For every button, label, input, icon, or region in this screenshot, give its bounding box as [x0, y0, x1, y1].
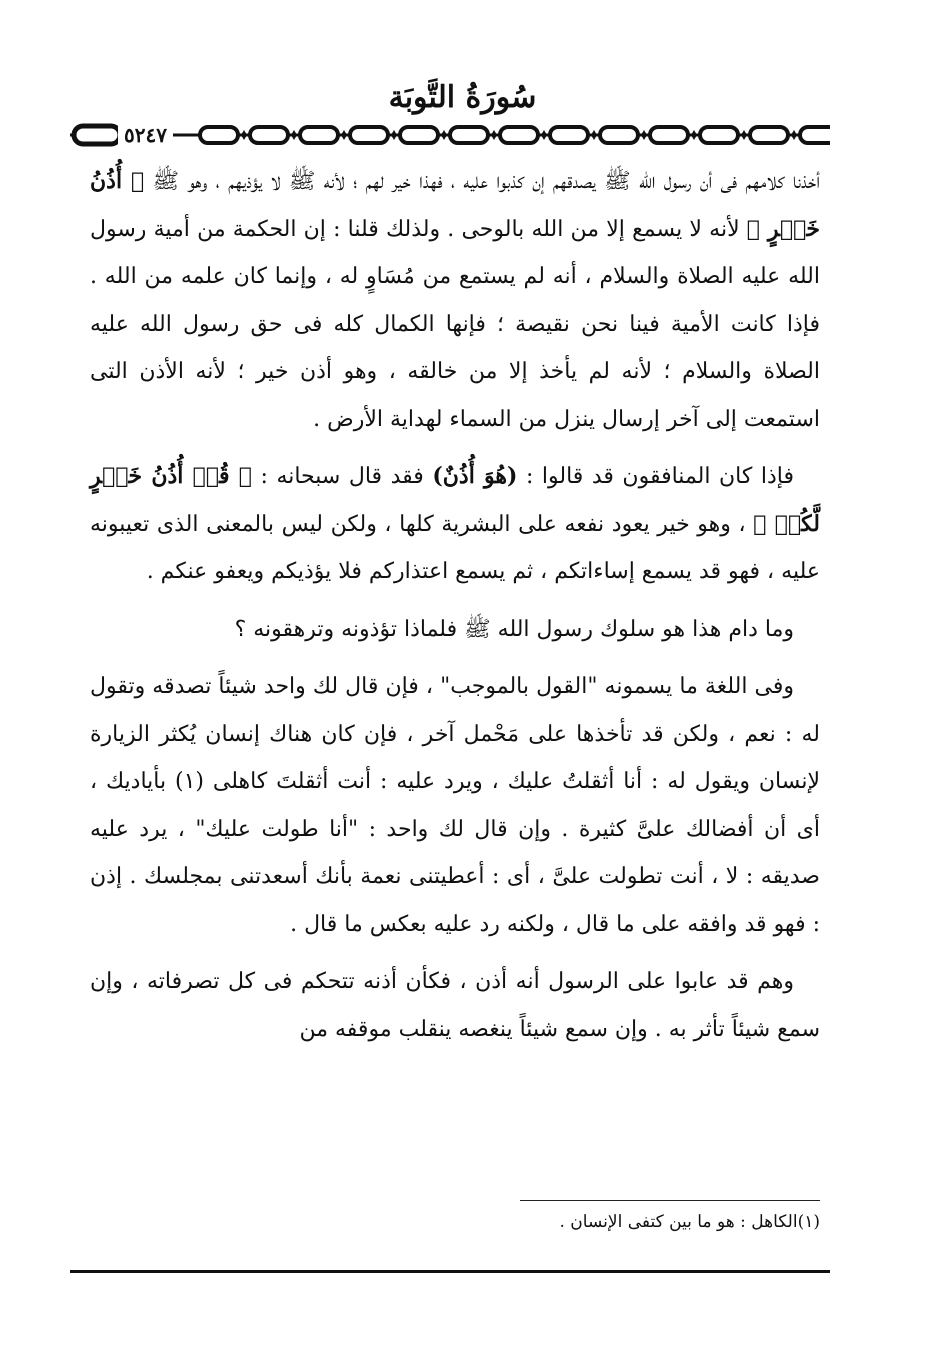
diamond-ornament	[591, 130, 597, 140]
surah-title: سُورَةُ التَّوبَة	[388, 80, 537, 115]
paragraph	[90, 158, 820, 443]
chain-link-ornament	[400, 127, 438, 143]
chain-link-ornament	[350, 127, 388, 143]
footnote: (١)الكاهل : هو ما بين كتفى الإنسان .	[559, 1212, 820, 1232]
paragraph	[90, 606, 820, 654]
diamond-ornament	[241, 130, 247, 140]
chain-link-ornament	[300, 127, 338, 143]
text-segment: فإذا كان المنافقون قد قالوا :	[517, 464, 795, 489]
diamond-ornament	[691, 130, 697, 140]
diamond-ornament	[741, 130, 747, 140]
chain-link-ornament	[700, 127, 738, 143]
chain-link-ornament	[550, 127, 588, 143]
text-segment: فقد قال سبحانه :	[251, 464, 433, 489]
text-segment: لأنه لا يسمع إلا من الله بالوحى . ولذلك قلنا : إن الحكمة من أمية رسول الله عليه الصلاة والسلام ، أنه لم يستمع من مُسَاوٍ له ، وإنما كان علمه من الله . فإذا كانت الأمية فينا نحن نقيصة ؛ فإنها الكمال كله فى حق رسول الله عليه الصلاة والسلام ؛ لأنه لم يأخذ إلا من خالقه ، وهو أذن خير ؛ لأنه الأذن التى استمعت إلى آخر إرسال ينزل من السماء لهداية الأرض .	[90, 216, 820, 432]
chain-link-ornament	[800, 127, 830, 143]
footnote-divider	[520, 1200, 820, 1201]
text-segment: أخذنا كلامهم فى أن رسول الله ﷺ يصدقهم إن كذبوا عليه ، فهذا خير لهم ؛ لأنه ﷺ لا يؤذيهم ، وهو ﷺ	[144, 169, 820, 194]
text-segment: ، وهو خير يعود نفعه على البشرية كلها ، ولكن ليس بالمعنى الذى تعيبونه عليه ، فهو قد يسمع إساءاتكم ، ثم يسمع اعتذاركم فلا يؤذيكم ويعفو عنكم .	[90, 511, 820, 584]
diamond-ornament	[641, 130, 647, 140]
chain-link-ornament	[500, 127, 538, 143]
chain-link-ornament	[650, 127, 688, 143]
diamond-ornament	[541, 130, 547, 140]
diamond-ornament	[491, 130, 497, 140]
text-segment: وما دام هذا هو سلوك رسول الله ﷺ فلماذا تؤذونه وترهقونه ؟	[234, 616, 794, 642]
diamond-ornament	[791, 130, 797, 140]
quran-quote: ﴿ قُلۡ أُذُنُ خَيۡرٍ لَّكُمۡ ﴾	[90, 463, 820, 537]
paragraph	[90, 453, 820, 596]
diamond-ornament	[441, 130, 447, 140]
chain-link-ornament	[600, 127, 638, 143]
diamond-ornament	[391, 130, 397, 140]
text-segment: وفى اللغة ما يسمونه "القول بالموجب" ، فإن قال لك واحد شيئاً تصدقه وتقول له : نعم ، ولكن قد تأخذها على مَحْمل آخر ، فإن كان هناك إنسان يُكثر الزيارة لإنسان ويقول له : أنا أثقلتُ عليك ، ويرد عليه : أنت أثقلتَ كاهلى (١) بأياديك ، أى أن أفضالك علىَّ كثيرة . وإن قال لك واحد : "أنا طولت عليك" ، يرد عليه صديقه : لا ، أنت تطولت علىَّ ، أى : أعطيتنى نعمة بأنك أسعدتنى بمجلسك . إذن : فهو قد وافقه على ما قال ، ولكنه رد عليه بعكس ما قال .	[90, 674, 820, 937]
quran-quote: (هُوَ أُذُنٌ)	[432, 463, 518, 489]
ornamental-header-band	[70, 118, 830, 152]
chain-link-ornament	[450, 127, 488, 143]
page-number: ٥٢٤٧	[118, 121, 173, 149]
text-segment: وهم قد عابوا على الرسول أنه أذن ، فكأن أذنه تتحكم فى كل تصرفاته ، وإن سمع شيئاً تأثر به . وإن سمع شيئاً ينغصه ينقلب موقفه من	[90, 969, 820, 1042]
quran-quote: ﴿ أُذُنُ خَيۡرٍ ﴾	[90, 168, 820, 242]
paragraph	[90, 663, 820, 948]
paragraph	[90, 958, 820, 1053]
diamond-ornament	[291, 130, 297, 140]
chain-link-ornament	[250, 127, 288, 143]
chain-link-ornament	[750, 127, 788, 143]
bottom-rule	[70, 1270, 830, 1273]
diamond-ornament	[341, 130, 347, 140]
main-text	[90, 158, 820, 1053]
chain-link-ornament	[200, 127, 238, 143]
